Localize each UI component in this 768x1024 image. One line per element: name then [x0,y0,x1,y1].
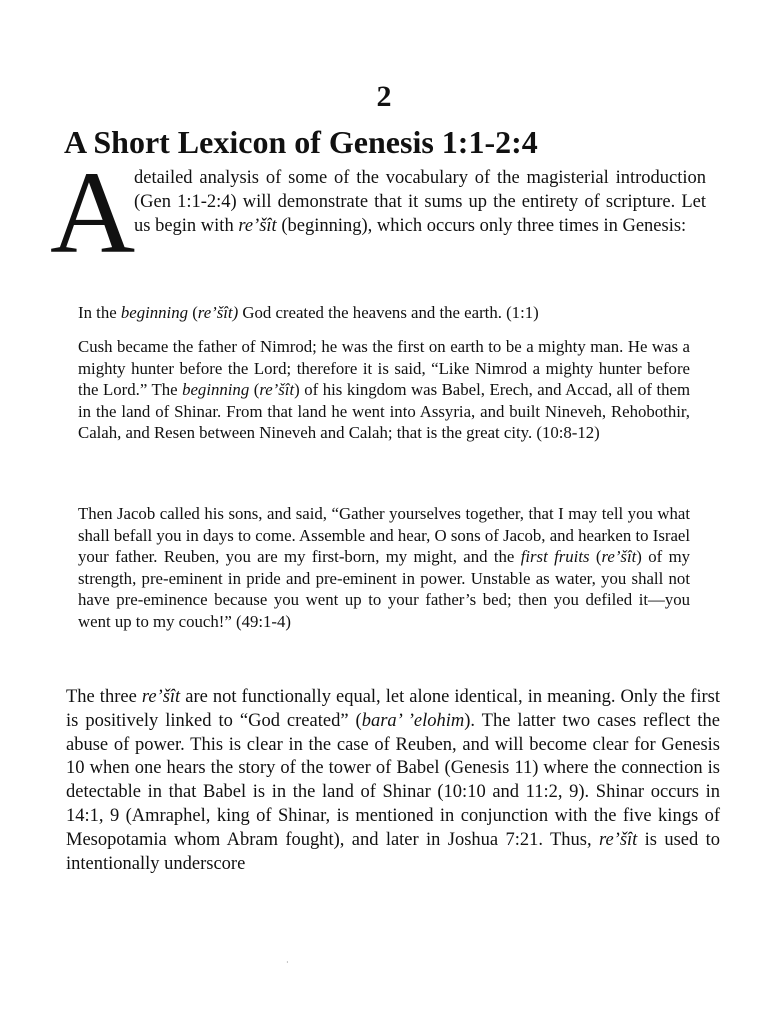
body-italic: re’šît [598,829,638,850]
quote-italic: re’šît [259,380,295,399]
quote-text: ) of his kingdom was Babel, Erech, and Accad, all of them in the land of Shinar. From that land he went into Assyria, and built Nineveh, Rehobothir, Calah, and Resen between Nineveh and Calah; that is the great city. (10:8-12) [78,380,690,442]
body-text: The three [66,687,142,707]
scan-speck: · [286,958,289,967]
body-italic: bara’ ’elohim [361,710,465,731]
quote-text: In the [78,303,121,322]
quote-genesis-10-8 [78,336,690,444]
quote-text: Cush became the father of Nimrod; he was the first on earth to be a mighty man. He was a mighty hunter before the Lord; therefore it is said, “Like Nimrod a mighty hunter before the Lord.” The [78,337,690,399]
body-text: is used to intentionally underscore [66,829,720,874]
drop-cap: A [50,147,136,278]
chapter-number: 2 [376,80,392,113]
quote-genesis-1-1 [78,302,690,324]
quote-text: Then Jacob called his sons, and said, “Gather yourselves together, that I may tell you what shall befall you in days to come. Assemble and hear, O sons of Jacob, and hearken to Israel your father. Reuben, you are my first-born, my might, and the [78,504,690,566]
body-text: ). The latter two cases reflect the abuse of power. This is clear in the case of Reuben, and will become clear for Genesis 10 when one hears the story of the tower of Babel (Genesis 11) where the connection is detectable in that Babel is in the land of Shinar (10:10 and 11:2, 9). Shinar occurs in 14:1, 9 (Amraphel, king of Shinar, is mentioned in conjunction with the five kings of Mesopotamia whom Abram fought), and later in Joshua 7:21. Thus, [66,710,720,850]
quote-genesis-49-1 [78,503,690,632]
quote-italic: first fruits [520,547,590,566]
intro-term: re’šît [238,216,277,236]
chapter-title: A Short Lexicon of Genesis 1:1-2:4 [64,124,538,160]
quote-text: God created the heavens and the earth. (1:1) [238,303,539,322]
quote-italic: beginning [120,303,188,322]
quote-text: ( [589,547,602,566]
quote-text: ( [188,303,198,322]
body-paragraph [66,686,720,876]
intro-text-a: detailed analysis of some of the vocabulary of the magisterial introduction (Gen 1:1-2:4) will demonstrate that it sums up the entirety of scripture. Let us begin with [134,168,706,236]
body-text: are not functionally equal, let alone identical, in meaning. Only the first is positively linked to “God created” ( [66,687,720,731]
quote-text: ( [249,380,260,399]
quote-italic: re’šît) [197,303,239,322]
quote-text: ) of my strength, pre-eminent in pride and pre-eminent in power. Unstable as water, you shall not have pre-eminence because you went up to your father’s bed; then you defiled it—you went up to my couch!” (49:1-4) [78,547,691,631]
intro-text-b: (beginning), which occurs only three times in Genesis: [276,216,687,236]
body-italic: re’šît [141,687,181,707]
quote-italic: beginning [182,380,250,399]
intro-lead [52,166,706,238]
intro-paragraph [52,166,706,238]
quote-italic: re’šît [601,547,637,566]
